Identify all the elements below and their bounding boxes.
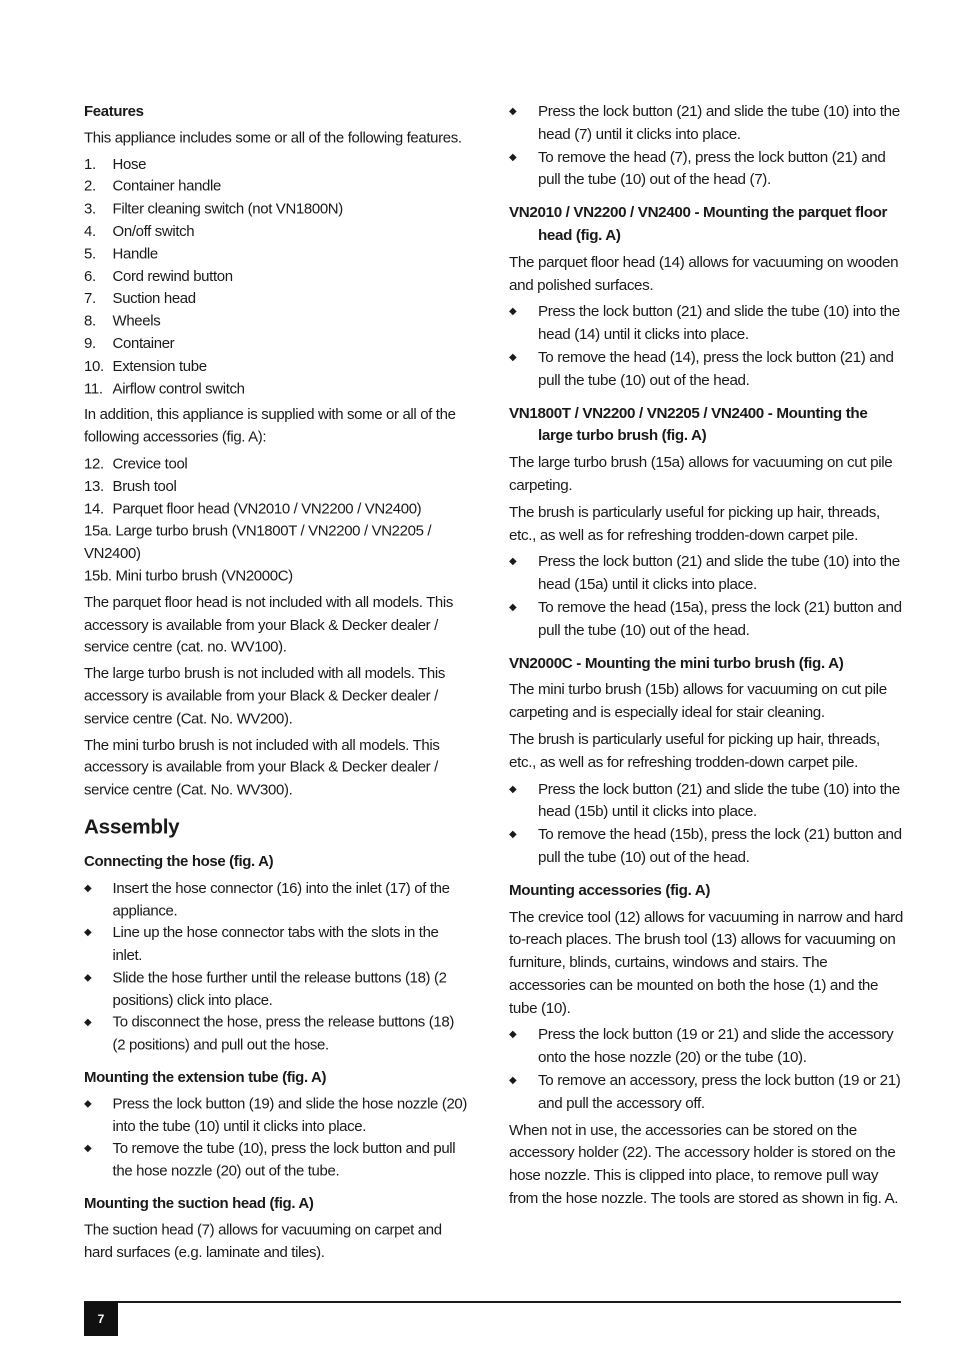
list-item: ◆ Press the lock button (19 or 21) and slide the accessory onto the hose nozzle (20) or the tube (10).	[509, 1026, 894, 1067]
bullet-icon: ◆	[509, 306, 517, 318]
bullet-icon: ◆	[84, 1098, 92, 1110]
large-turbo-text-1: The large turbo brush (15a) allows for vacuuming on cut pile carpeting.	[509, 454, 893, 494]
list-item: 10. Extension tube	[84, 357, 207, 375]
list-item: ◆ Slide the hose further until the release buttons (18) (2 positions) click into place.	[84, 969, 447, 1009]
tube-heading: Mounting the extension tube (fig. A)	[84, 1069, 327, 1086]
bullet-icon: ◆	[84, 1017, 92, 1029]
hose-heading: Connecting the hose (fig. A)	[84, 853, 274, 871]
suction-steps	[509, 101, 903, 192]
list-item: ◆ To remove the head (14), press the lock button (21) and pull the tube (10) out of the head.	[509, 348, 894, 389]
suction-heading: Mounting the suction head (fig. A)	[84, 1195, 314, 1212]
storage-text: When not in use, the accessories can be stored on the accessory holder (22). The accessory holder is stored on the hose nozzle. This is clipped into place, to remove pull way from the hose nozzle. The tools are stored as shown in fig. A.	[509, 1121, 899, 1208]
bullet-icon: ◆	[509, 151, 517, 163]
bullet-icon: ◆	[84, 1143, 92, 1155]
list-item: ◆ Insert the hose connector (16) into the inlet (17) of the appliance.	[84, 879, 450, 919]
list-item: ◆ To disconnect the hose, press the release buttons (18) (2 positions) and pull out the hose.	[84, 1014, 454, 1054]
hose-steps	[84, 878, 470, 1058]
note-large-turbo: The large turbo brush is not included with all models. This accessory is available from your Black & Decker dealer / service centre (Cat. No. WV200).	[84, 665, 445, 728]
bullet-icon: ◆	[84, 882, 92, 894]
list-item: 6. Cord rewind button	[84, 268, 233, 285]
list-item: 3. Filter cleaning switch (not VN1800N)	[84, 200, 343, 218]
list-item: ◆ Press the lock button (21) and slide the tube (10) into the head (15b) until it clicks into place.	[509, 780, 900, 821]
list-item: 5. Handle	[84, 245, 158, 263]
features-list	[84, 154, 470, 401]
large-turbo-heading: VN1800T / VN2200 / VN2205 / VN2400 - Mounting the large turbo brush (fig. A)	[509, 404, 868, 445]
parquet-heading: VN2010 / VN2200 / VN2400 - Mounting the parquet floor head (fig. A)	[509, 204, 888, 244]
list-item: 11. Airflow control switch	[84, 380, 245, 397]
note-mini-turbo: The mini turbo brush is not included with all models. This accessory is available from your Black & Decker dealer / service centre (Cat. No. WV300).	[84, 736, 440, 799]
list-item: ◆ Press the lock button (21) and slide the tube (10) into the head (15a) until it clicks into place.	[509, 553, 900, 594]
mini-turbo-steps	[509, 779, 903, 870]
list-item: 7. Suction head	[84, 290, 196, 308]
features-heading: Features	[84, 102, 144, 120]
list-item: ◆ Press the lock button (21) and slide the tube (10) into the head (14) until it clicks into place.	[509, 303, 900, 344]
parquet-text: The parquet floor head (14) allows for vacuuming on wooden and polished surfaces.	[509, 253, 899, 294]
bullet-icon: ◆	[509, 351, 517, 363]
features-intro: This appliance includes some or all of the following features.	[84, 129, 462, 147]
large-turbo-text-2: The brush is particularly useful for picking up hair, threads, etc., as well as for refreshing trodden-down carpet pile.	[509, 503, 880, 544]
mini-turbo-text-2: The brush is particularly useful for picking up hair, threads, etc., as well as for refreshing trodden-down carpet pile.	[509, 730, 880, 771]
list-item: ◆ To remove an accessory, press the lock button (19 or 21) and pull the accessory off.	[509, 1072, 901, 1112]
list-item: 9. Container	[84, 335, 175, 353]
list-item: 1. Hose	[84, 155, 147, 173]
accessories-heading: Mounting accessories (fig. A)	[509, 881, 711, 899]
list-item: 2. Container handle	[84, 178, 221, 195]
accessories-list	[84, 454, 470, 589]
list-item: ◆ Press the lock button (21) and slide the tube (10) into the head (7) until it clicks into place.	[509, 103, 900, 143]
bullet-icon: ◆	[509, 1075, 517, 1087]
left-column	[84, 101, 470, 1268]
list-item: 13. Brush tool	[84, 477, 177, 495]
bullet-icon: ◆	[84, 972, 92, 984]
mini-turbo-text-1: The mini turbo brush (15b) allows for vacuuming on cut pile carpeting and is especially ideal for stair cleaning.	[509, 681, 887, 722]
page-number: 7	[84, 1302, 118, 1336]
mini-turbo-heading: VN2000C - Mounting the mini turbo brush (fig. A)	[509, 654, 844, 672]
list-item: ◆ To remove the head (7), press the lock button (21) and pull the tube (10) out of the head (7).	[509, 148, 886, 189]
right-column	[509, 101, 903, 1215]
list-item: 4. On/off switch	[84, 223, 195, 240]
accessories-text: The crevice tool (12) allows for vacuuming in narrow and hard to-reach places. The brush tool (13) allows for vacuuming on furniture, blinds, curtains, windows and stairs. The accessories can be mounted on both the hose (1) and the tube (10).	[509, 908, 903, 1017]
list-item: 15a. Large turbo brush (VN1800T / VN2200 / VN2205 / VN2400)	[84, 522, 432, 563]
tube-steps	[84, 1094, 470, 1184]
list-item: 12. Crevice tool	[84, 455, 188, 473]
parquet-steps	[509, 301, 903, 392]
list-item: ◆ To remove the head (15a), press the lock (21) button and pull the tube (10) out of the head.	[509, 598, 902, 639]
footer-divider	[84, 1301, 901, 1303]
bullet-icon: ◆	[84, 927, 92, 939]
accessories-steps	[509, 1024, 903, 1115]
list-item: ◆ To remove the tube (10), press the lock button and pull the hose nozzle (20) out of the tube.	[84, 1140, 456, 1180]
bullet-icon: ◆	[509, 556, 517, 568]
list-item: 14. Parquet floor head (VN2010 / VN2200 / VN2400)	[84, 500, 422, 518]
list-item: ◆ To remove the head (15b), press the lock (21) button and pull the tube (10) out of the head.	[509, 826, 902, 866]
bullet-icon: ◆	[509, 783, 517, 795]
suction-text: The suction head (7) allows for vacuuming on carpet and hard surfaces (e.g. laminate and tiles).	[84, 1221, 442, 1261]
list-item: 15b. Mini turbo brush (VN2000C)	[84, 567, 293, 585]
note-parquet: The parquet floor head is not included with all models. This accessory is available from your Black & Decker dealer / service centre (cat. no. WV100).	[84, 594, 453, 656]
bullet-icon: ◆	[509, 601, 517, 613]
bullet-icon: ◆	[509, 1029, 517, 1041]
list-item: ◆ Press the lock button (19) and slide the hose nozzle (20) into the tube (10) until it clicks into place.	[84, 1095, 468, 1135]
assembly-heading: Assembly	[84, 815, 180, 839]
list-item: ◆ Line up the hose connector tabs with the slots in the inlet.	[84, 924, 439, 964]
accessories-intro: In addition, this appliance is supplied with some or all of the following accessories (fig. A):	[84, 406, 456, 446]
large-turbo-steps	[509, 551, 903, 642]
bullet-icon: ◆	[509, 106, 517, 117]
list-item: 8. Wheels	[84, 312, 161, 330]
bullet-icon: ◆	[509, 829, 517, 841]
